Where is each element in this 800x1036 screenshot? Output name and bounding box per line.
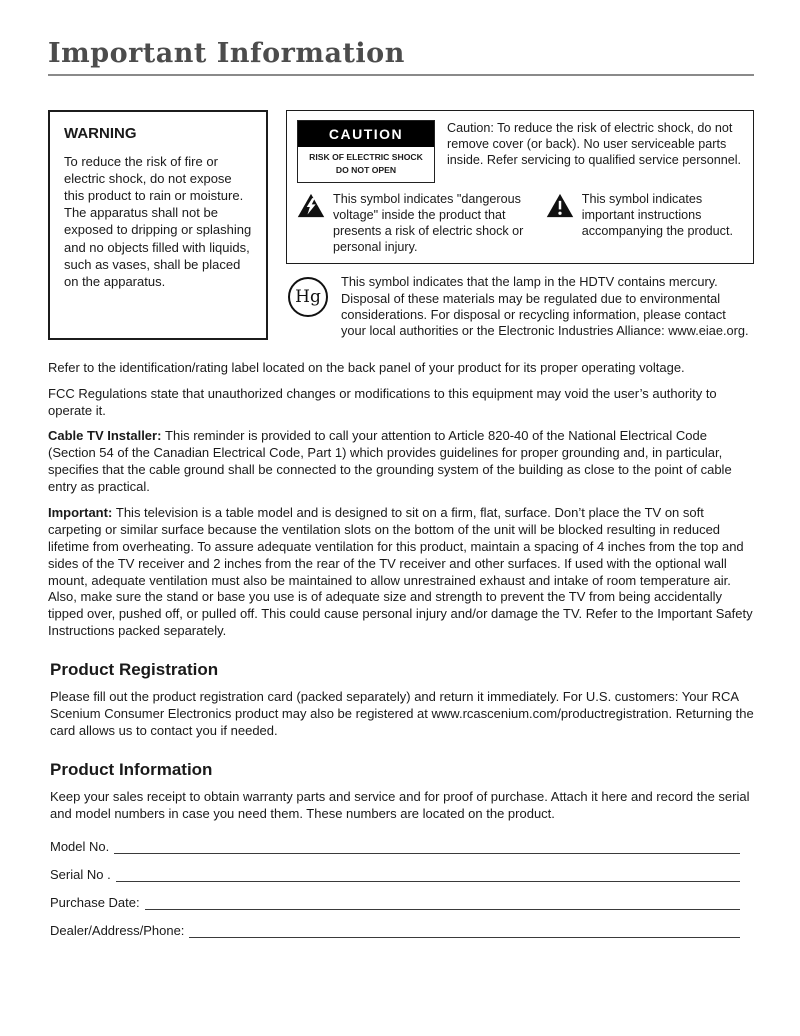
title-rule [48, 74, 754, 76]
paragraph-fcc: FCC Regulations state that unauthorized changes or modifications to this equipment may void the user’s authority to operate it. [48, 385, 717, 418]
important-instructions-item [546, 191, 743, 255]
form-line-serial-no [50, 867, 754, 882]
paragraph-lead: Important: [48, 504, 116, 520]
fill-in-line [116, 867, 740, 882]
paragraph-cable-installer: Cable TV Installer: This reminder is provided to call your attention to Article 820-40 of the National Electrical Code (Section 54 of the Canadian Electrical Code, Part 1) which provides guidelines for proper grounding and, in particular, specifies that the cable ground shall be connected to the grounding system of the building as close to the point of cable entry as practical. [48, 428, 732, 495]
product-info-form [50, 839, 754, 938]
product-information-body: Keep your sales receipt to obtain warranty parts and service and for proof of purchase. Attach it here and record the serial and model numbers in case you need them. These numbers are located on the product. [50, 788, 750, 821]
important-instructions-text: This symbol indicates important instructions accompanying the product. [581, 191, 733, 238]
warning-box [48, 110, 268, 340]
dangerous-voltage-text: This symbol indicates "dangerous voltage" inside the product that presents a risk of electric shock or personal injury. [333, 191, 524, 255]
caution-text: Caution: To reduce the risk of electric shock, do not remove cover (or back). No user serviceable parts inside. Refer servicing to qualified service personnel. [447, 121, 742, 168]
caution-sub-line1: RISK OF ELECTRIC SHOCK [309, 152, 423, 162]
paragraph-important: Important: This television is a table model and is designed to sit on a firm, flat, surface. Don’t place the TV on soft carpeting or similar surface because the ventilation slots on the bottom of the unit will be blocked resulting in reduced lifetime from overheating. To assure adequate ventilation for this product, maintain a spacing of 4 inches from the top and sides of the TV receiver and 2 inches from the rear of the TV receiver and other surfaces. If used with the optional wall mount, adequate ventilation must also be maintained to allow unrestrained exhaust and intake of room temperature air. Also, make sure the stand or base you use is of adequate size and strength to prevent the TV from being accidentally tipped over, pushed off, or pulled off. This could cause personal injury and/or damage the TV. Refer to the Important Safety Instructions packed separately. [48, 504, 753, 639]
caution-sub-label [298, 147, 434, 182]
form-line-model-no [50, 839, 754, 854]
form-line-dealer [50, 923, 754, 938]
warning-heading: WARNING [64, 125, 137, 142]
caution-logo [297, 120, 435, 183]
caution-label: CAUTION [298, 121, 434, 147]
paragraph-lead: Cable TV Installer: [48, 428, 166, 444]
mercury-hg-icon: Hg [288, 277, 328, 317]
form-line-purchase-date [50, 895, 754, 910]
lightning-bolt-triangle-icon [297, 193, 325, 222]
form-label: Dealer/Address/Phone: [50, 922, 185, 938]
safety-boxes-row [48, 110, 754, 340]
caution-column [286, 110, 754, 340]
form-label: Serial No . [50, 866, 111, 882]
product-registration-body: Please fill out the product registration card (packed separately) and return it immediately. For U.S. customers: Your RCA Scenium Consumer Electronics product may also be registered at www.rcascenium.com/productregistration. Returning the card allows us to contact you if needed. [50, 689, 754, 738]
mercury-notice [286, 274, 754, 340]
dangerous-voltage-item [297, 191, 530, 255]
symbol-explanations [297, 191, 743, 255]
mercury-text: This symbol indicates that the lamp in the HDTV contains mercury. Disposal of these materials may be regulated due to environmental considerations. For disposal or recycling information, please contact your local authorities or the Electronic Industries Alliance: www.eiae.org. [341, 274, 749, 339]
caution-box [286, 110, 754, 264]
body-paragraphs [48, 360, 754, 640]
form-label: Purchase Date: [50, 894, 140, 910]
product-registration-heading: Product Registration [50, 660, 219, 680]
exclamation-triangle-icon [546, 193, 574, 222]
page-title: Important Information [48, 38, 405, 69]
paragraph-voltage-label: Refer to the identification/rating label located on the back panel of your product for its proper operating voltage. [48, 359, 685, 375]
warning-body: To reduce the risk of fire or electric shock, do not expose this product to rain or moisture. The apparatus shall not be exposed to dripping or splashing and no objects filled with liquids, such as vases, shall be placed on the apparatus. [64, 153, 252, 289]
fill-in-line [189, 923, 740, 938]
fill-in-line [145, 895, 740, 910]
fill-in-line [114, 839, 740, 854]
caution-top-row [297, 120, 743, 183]
caution-sub-line2: DO NOT OPEN [335, 164, 397, 175]
product-information-heading: Product Information [50, 759, 213, 779]
form-label: Model No. [50, 838, 110, 854]
